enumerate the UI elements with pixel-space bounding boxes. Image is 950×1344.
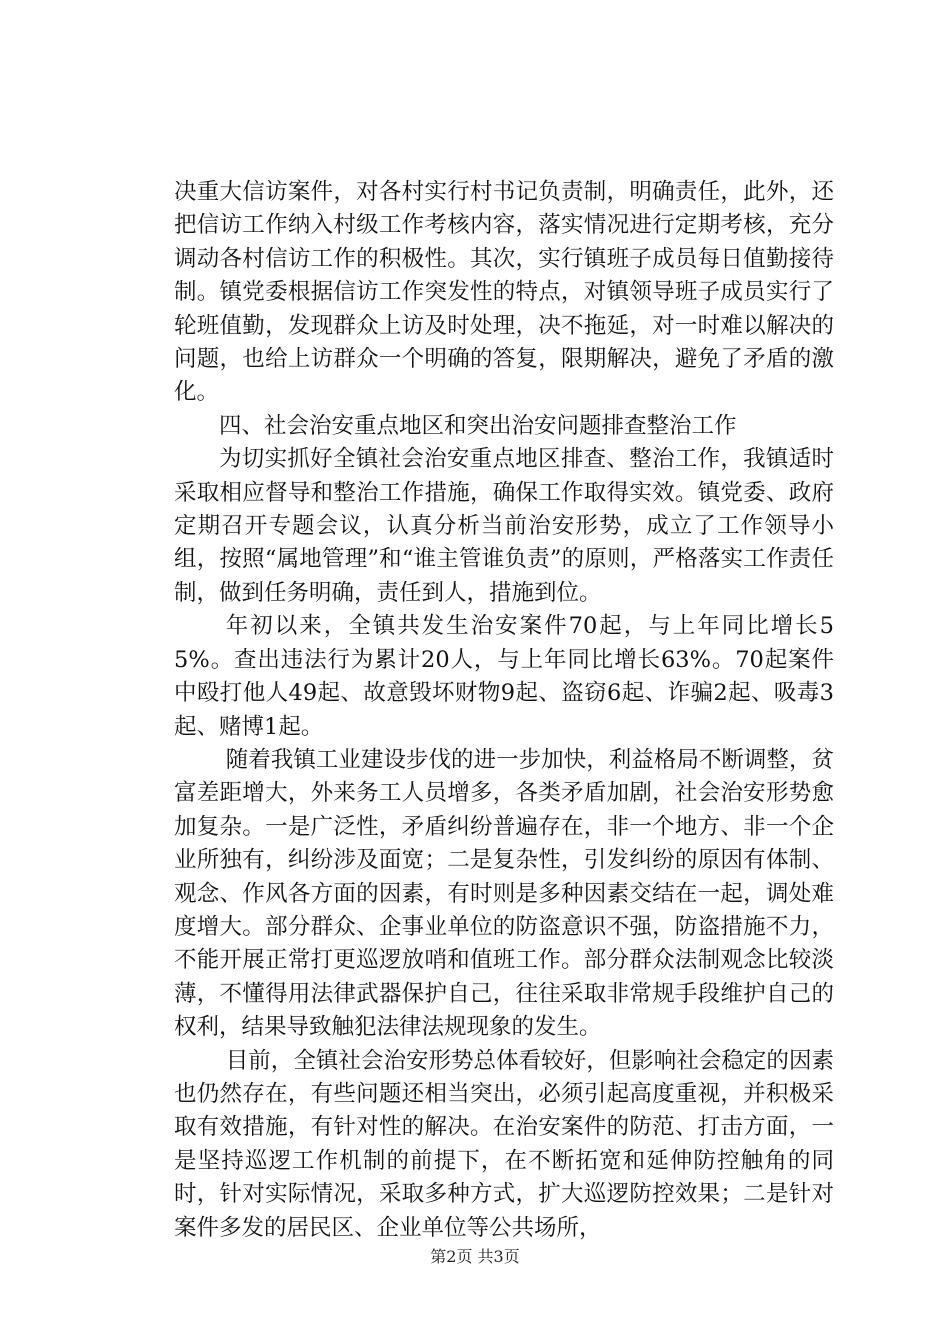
paragraph: 随着我镇工业建设步伐的进一步加快，利益格局不断调整，贫富差距增大，外来务工人员增多，各类矛盾加剧，社会治安形势愈加复杂。一是广泛性，矛盾纠纷普遍存在，非一个地方、非一个企业所独有，纠纷涉及面宽；二是复杂性，引发纠纷的原因有体制、观念、作风各方面的因素，有时则是多种因素交结在一起，调处难度增大。部分群众、企事业单位的防盗意识不强，防盗措施不力，不能开展正常打更巡逻放哨和值班工作。部分群众法制观念比较淡薄，不懂得用法律武器保护自己，往往采取非常规手段维护自己的权利，结果导致触犯法律法规现象的发生。 xyxy=(174,746,834,1041)
document-body xyxy=(174,176,834,1245)
page-footer: 第2页 共3页 xyxy=(430,1247,520,1266)
paragraph: 目前，全镇社会治安形势总体看较好，但影响社会稳定的因素也仍然存在，有些问题还相当突出，必须引起高度重视，并积极采取有效措施，有针对性的解决。在治安案件的防范、打击方面，一是坚持巡逻工作机制的前提下，在不断拓宽和延伸防控触角的同时，针对实际情况，采取多种方式，扩大巡逻防控效果；二是针对案件多发的居民区、企业单位等公共场所， xyxy=(174,1047,834,1241)
paragraph: 为切实抓好全镇社会治安重点地区排查、整治工作，我镇适时采取相应督导和整治工作措施，确保工作取得实效。镇党委、政府定期召开专题会议，认真分析当前治安形势，成立了工作领导小组，按照“属地管理”和“谁主管谁负责”的原则，严格落实工作责任制，做到任务明确，责任到人，措施到位。 xyxy=(174,446,834,606)
paragraph-continuation: 决重大信访案件，对各村实行村书记负责制，明确责任，此外，还把信访工作纳入村级工作考核内容，落实情况进行定期考核，充分调动各村信访工作的积极性。其次，实行镇班子成员每日值勤接待制。镇党委根据信访工作突发性的特点，对镇领导班子成员实行了轮班值勤，发现群众上访及时处理，决不拖延，对一时难以解决的问题，也给上访群众一个明确的答复，限期解决，避免了矛盾的激化。 xyxy=(174,179,834,406)
section-heading: 四、社会治安重点地区和突出治安问题排查整治工作 xyxy=(219,412,737,439)
paragraph: 年初以来，全镇共发生治安案件70起，与上年同比增长55%。查出违法行为累计20人，与上年同比增长63%。70起案件中殴打他人49起、故意毁坏财物9起、盗窃6起、诈骗2起、吸毒3起、赌博1起。 xyxy=(174,613,834,740)
